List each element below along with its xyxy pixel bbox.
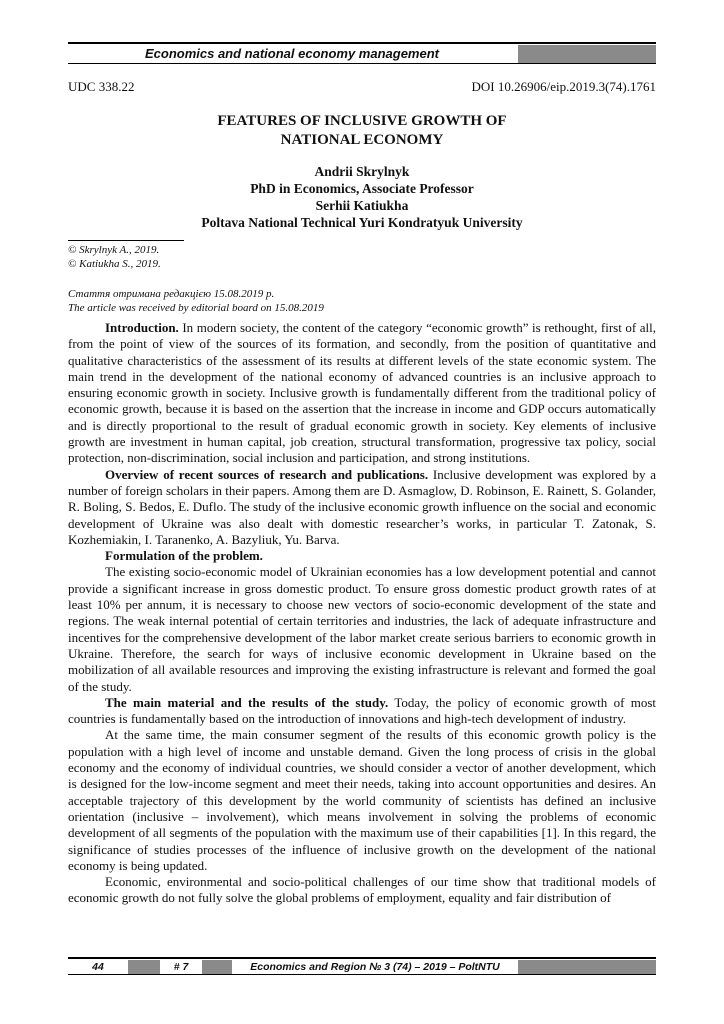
paragraph <box>68 548 656 564</box>
paragraph-text: Today, the policy of economic growth of most countries is fundamentally based on the introduction of innovations and high-tech development of industry. <box>68 694 656 727</box>
paragraph <box>68 467 656 548</box>
running-header <box>68 45 656 63</box>
author-degree: PhD in Economics, Associate Professor <box>250 181 474 196</box>
doi: DOI 10.26906/eip.2019.3(74).1761 <box>471 79 656 94</box>
copyright-notice <box>68 243 161 271</box>
copyright-line: © Katiukha S., 2019. <box>68 258 161 270</box>
title-line: FEATURES OF INCLUSIVE GROWTH OF <box>217 113 507 129</box>
paragraph-text: Inclusive development was explored by a number of foreign scholars in their papers. Among them are D. Asmaglow, D. Robinson, E. Rainett, S. Golander, R. Boling, S. Bedos, E. Duflo. The study of the inclusive economic growth influence on the social and economic development of Ukraine was also dealt with domestic researcher’s works, in particular T. Zatonak, S. Kozhemiakin, I. Taranenko, A. Bazyliuk, Yu. Barva. <box>68 466 657 547</box>
footer-gray-block <box>518 960 656 974</box>
copyright-rule <box>68 240 184 241</box>
udc-code: UDC 338.22 <box>68 79 135 94</box>
title-line: NATIONAL ECONOMY <box>280 132 444 148</box>
paragraph <box>68 727 656 874</box>
paragraph-heading: Formulation of the problem. <box>105 548 263 564</box>
header-label-area <box>68 45 516 63</box>
paragraph-heading: The main material and the results of the study. <box>105 694 389 710</box>
received-line-en: The article was received by editorial board on 15.08.2019 <box>68 302 324 314</box>
author-name: Serhii Katiukha <box>315 198 409 213</box>
paragraph-heading: Overview of recent sources of research and publications. <box>105 466 429 482</box>
paragraph-text: At the same time, the main consumer segment of the results of this economic growth policy is the population with a high level of income and unstable demand. Given the long process of crisis in the global economy and the economy of individual countries, we should consider a vector of another development, which is designed for the low-income segment and meet their needs, taking into account opportunities and desires. An acceptable trajectory of this development by the world community of scientists has defined an inclusive orientation (inclusive – involvement), which means involvement in solving the problems of economic development of all segments of the population with the maximum use of their capabilities [1]. In this regard, the significance of studies processes of the influence of inclusive growth on the development of the national economy is being updated. <box>68 727 656 873</box>
paragraph <box>68 695 656 728</box>
issue-number: # 7 <box>173 961 189 973</box>
paragraph <box>68 564 656 694</box>
header-gray-block <box>518 45 656 63</box>
paragraph-text: The existing socio-economic model of Ukrainian economies has a low development potential and cannot provide a significant increase in gross domestic product. To ensure gross domestic product growth rates of at least 10% per annum, it is necessary to choose new vectors of socio-economic development of the state and regions. The weak internal potential of certain territories and industries, the lack of adequate infrastructure and incentives for the comprehensive development of the labor market create serious barriers to economic growth in Ukraine. Therefore, the search for ways of inclusive economic development in Ukraine based on the mobilization of all available resources and improving the existing infrastructure is relevant and formed the goal of the study. <box>68 564 656 694</box>
page-number: 44 <box>92 961 104 973</box>
paragraph-text: Economic, environmental and socio-political challenges of our time show that traditional models of economic growth do not fully solve the global problems of employment, equality and fair distribution of <box>68 874 656 906</box>
paragraph <box>68 320 656 467</box>
header-top-rule <box>68 42 656 44</box>
paragraph-heading: Introduction. <box>105 320 179 335</box>
running-footer <box>68 960 656 974</box>
footer-gray-block <box>202 960 232 974</box>
received-line-uk: Стаття отримана редакцією 15.08.2019 р. <box>68 288 275 300</box>
footer-gray-block <box>128 960 160 974</box>
author-name: Andrii Skrylnyk <box>314 164 410 179</box>
received-note <box>68 287 324 315</box>
footer-bottom-rule <box>68 974 656 975</box>
author-block <box>68 163 656 231</box>
paper-title <box>68 112 656 150</box>
header-bottom-rule <box>68 63 656 64</box>
copyright-line: © Skrylnyk A., 2019. <box>68 244 160 256</box>
footer-top-rule <box>68 957 656 959</box>
paragraph <box>68 874 656 907</box>
journal-name: Economics and Region № 3 (74) – 2019 – PoltNTU <box>250 961 500 973</box>
article-body <box>68 320 656 907</box>
section-title: Economics and national economy management <box>144 46 439 61</box>
author-affiliation: Poltava National Technical Yuri Kondratyuk University <box>201 215 523 230</box>
paragraph-text: In modern society, the content of the category “economic growth” is rethought, first of all, from the point of view of the sources of its formation, and secondly, from the position of quantitative and qualitative characteristics of the assessment of its results at different levels of the state economic system. The main trend in the development of the national economy of advanced countries is an inclusive approach to ensuring economic growth in society. Inclusive growth is fundamentally different from the traditional policy of economic growth, because it is based on the assertion that the increase in income and GDP occurs automatically and is directly proportional to the result of gradual economic growth in society. Key elements of inclusive growth are investment in human capital, job creation, structural transformation, progressive tax policy, social protection, non-discrimination, social inclusion and participation, and strong institutions. <box>68 320 656 466</box>
